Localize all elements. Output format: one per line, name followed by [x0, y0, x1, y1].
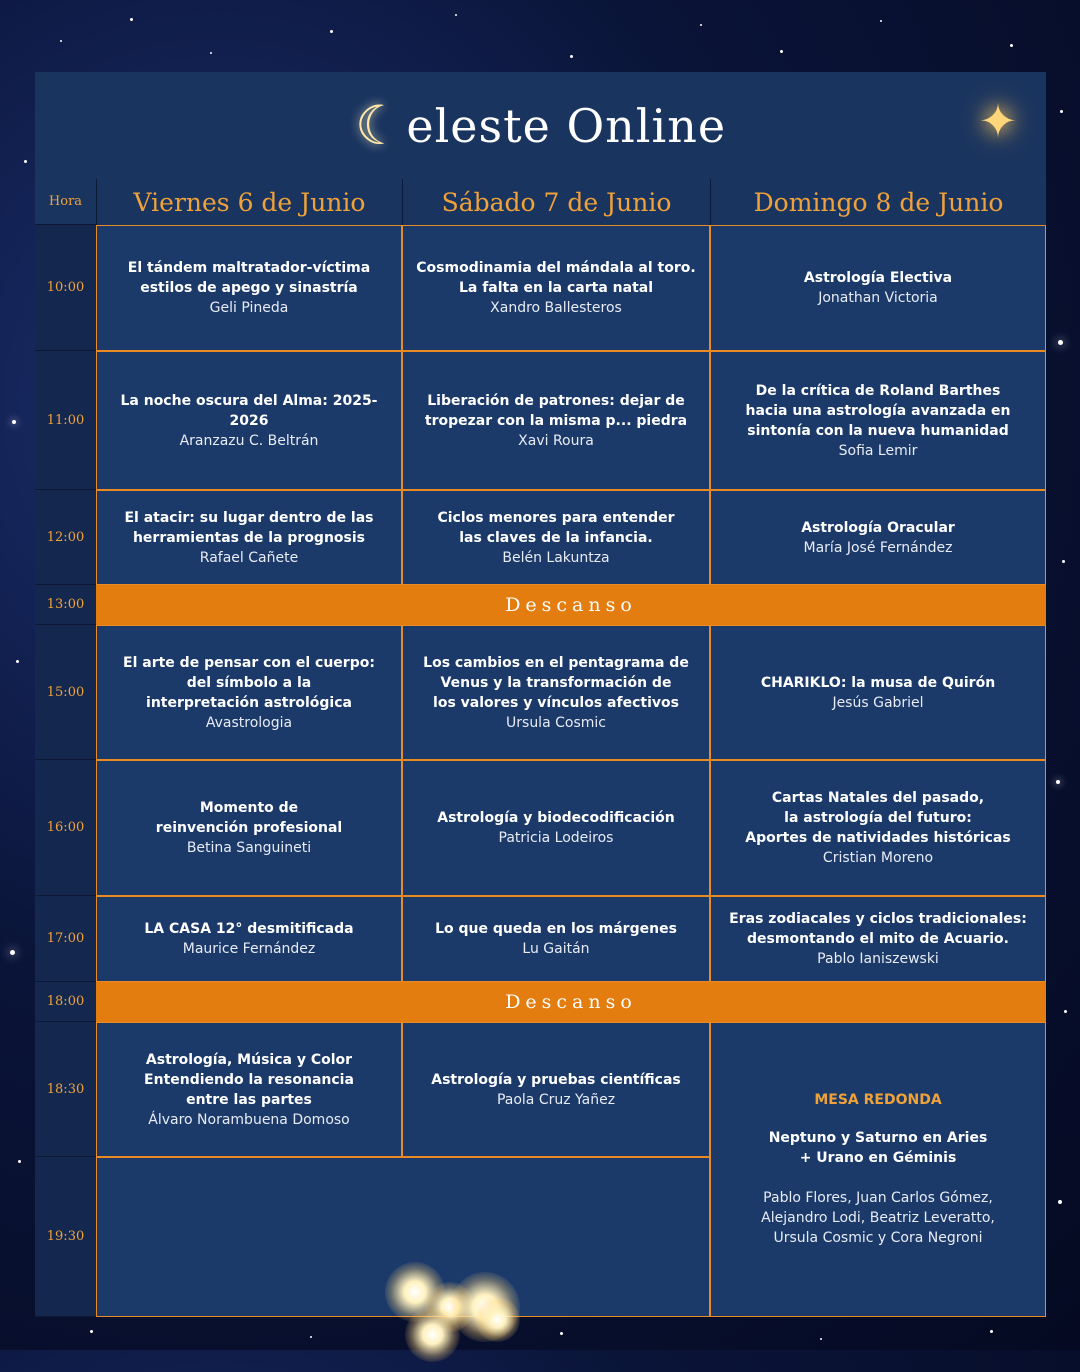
session-cell: [96, 1022, 402, 1157]
session-speaker: Xavi Roura: [518, 432, 594, 449]
session-cell: [710, 225, 1046, 351]
session-title: De la crítica de Roland Barthes hacia una astrología avanzada en sintonía con la nueva humanidad: [745, 382, 1011, 439]
session-cell: [402, 351, 710, 490]
session-speaker: Rafael Cañete: [199, 549, 299, 566]
session-speaker: Sofia Lemir: [838, 442, 918, 459]
session-title: Eras zodiacales y ciclos tradicionales: desmontando el mito de Acuario.: [729, 911, 1027, 947]
break-bar: Descanso: [96, 585, 1046, 625]
session-speaker: Cristian Moreno: [822, 850, 934, 866]
hour-label: 13:00: [35, 585, 96, 625]
session-title: El tándem maltratador-víctima estilos de apego y sinastría: [127, 260, 371, 296]
session-speaker: Álvaro Norambuena Domoso: [148, 1111, 350, 1128]
session-title: El arte de pensar con el cuerpo: del símbolo a la interpretación astrológica: [123, 654, 375, 711]
session-cell: [402, 1022, 710, 1157]
schedule-panel: [35, 72, 1046, 1317]
session-speaker: Xandro Ballesteros: [490, 300, 622, 316]
session-speaker: Aranzazu C. Beltrán: [179, 432, 319, 449]
session-cell: [710, 351, 1046, 490]
session-cell: [710, 760, 1046, 896]
session-cell: [402, 760, 710, 896]
session-speaker: Jesús Gabriel: [832, 694, 924, 711]
session-speaker: Geli Pineda: [209, 300, 289, 316]
page-title: [355, 94, 726, 157]
day-header-saturday: Sábado 7 de Junio: [402, 179, 710, 225]
round-table-cell: [710, 1022, 1046, 1317]
title-text: eleste Online: [406, 98, 727, 153]
session-speaker: Avastrologia: [205, 714, 293, 731]
session-title: El atacir: su lugar dentro de las herramientas de la prognosis: [124, 509, 374, 546]
round-table-title: Neptuno y Saturno en Aries + Urano en Géminis: [768, 1129, 988, 1166]
session-title: Lo que queda en los márgenes: [435, 921, 677, 937]
hour-label: 11:00: [35, 351, 96, 490]
session-speaker: Ursula Cosmic: [506, 714, 606, 731]
session-cell: [96, 625, 402, 760]
session-speaker: Pablo Ianiszewski: [817, 951, 939, 967]
session-cell: [96, 490, 402, 585]
session-title: Astrología Electiva: [803, 270, 953, 286]
session-title: LA CASA 12° desmitificada: [144, 921, 354, 937]
session-title: CHARIKLO: la musa de Quirón: [760, 674, 996, 691]
session-cell: [710, 490, 1046, 585]
session-cell: [710, 896, 1046, 982]
session-speaker: Lu Gaitán: [522, 941, 590, 957]
session-speaker: Paola Cruz Yañez: [496, 1091, 616, 1108]
session-title: Momento de reinvención profesional: [155, 800, 343, 836]
session-speaker: Belén Lakuntza: [502, 549, 610, 566]
sparkles-decoration-icon: [365, 1252, 555, 1372]
day-header-sunday: Domingo 8 de Junio: [710, 179, 1046, 225]
session-title: Ciclos menores para entender las claves de la infancia.: [437, 509, 675, 546]
session-cell: [402, 225, 710, 351]
session-title: Astrología y biodecodificación: [437, 810, 675, 826]
hour-label: 18:00: [35, 982, 96, 1022]
session-speaker: Jonathan Victoria: [818, 290, 938, 306]
round-table-label: MESA REDONDA: [814, 1091, 942, 1108]
session-cell: [710, 625, 1046, 760]
session-cell: [96, 225, 402, 351]
crescent-moon-icon: ☾: [354, 94, 405, 157]
session-title: Astrología, Música y Color Entendiendo la resonancia entre las partes: [144, 1051, 354, 1108]
hour-label: 19:30: [35, 1157, 96, 1317]
session-speaker: Betina Sanguineti: [186, 840, 312, 856]
session-cell: [96, 351, 402, 490]
break-bar: Descanso: [96, 982, 1046, 1022]
session-cell: [96, 896, 402, 982]
session-cell: [96, 760, 402, 896]
session-title: Astrología y pruebas científicas: [431, 1071, 681, 1088]
session-cell: [402, 490, 710, 585]
session-speaker: Patricia Lodeiros: [498, 830, 614, 846]
session-title: Cartas Natales del pasado, la astrología del futuro: Aportes de natividades históricas: [745, 790, 1011, 846]
session-title: Liberación de patrones: dejar de tropezar con la misma p... piedra: [424, 392, 688, 429]
session-speaker: Maurice Fernández: [182, 941, 316, 957]
header: [35, 72, 1046, 179]
round-table-speakers: Pablo Flores, Juan Carlos Gómez, Alejandro Lodi, Beatriz Leveratto, Ursula Cosmic y Cora Negroni: [761, 1189, 995, 1246]
session-title: La noche oscura del Alma: 2025-2026: [120, 392, 378, 429]
hour-label: 18:30: [35, 1022, 96, 1157]
session-cell: [402, 896, 710, 982]
session-title: Astrología Oracular: [801, 519, 955, 536]
hour-label: 15:00: [35, 625, 96, 760]
hour-column-header: Hora: [35, 179, 96, 225]
hour-label: 16:00: [35, 760, 96, 896]
hour-label: 12:00: [35, 490, 96, 585]
sparkle-star-icon: ✦: [978, 94, 1018, 148]
hour-label: 10:00: [35, 225, 96, 351]
day-header-friday: Viernes 6 de Junio: [96, 179, 402, 225]
session-title: Cosmodinamia del mándala al toro. La falta en la carta natal: [416, 260, 696, 296]
hour-label: 17:00: [35, 896, 96, 982]
session-cell: [402, 625, 710, 760]
session-speaker: María José Fernández: [803, 539, 953, 556]
session-title: Los cambios en el pentagrama de Venus y la transformación de los valores y vínculos afectivos: [423, 654, 689, 711]
